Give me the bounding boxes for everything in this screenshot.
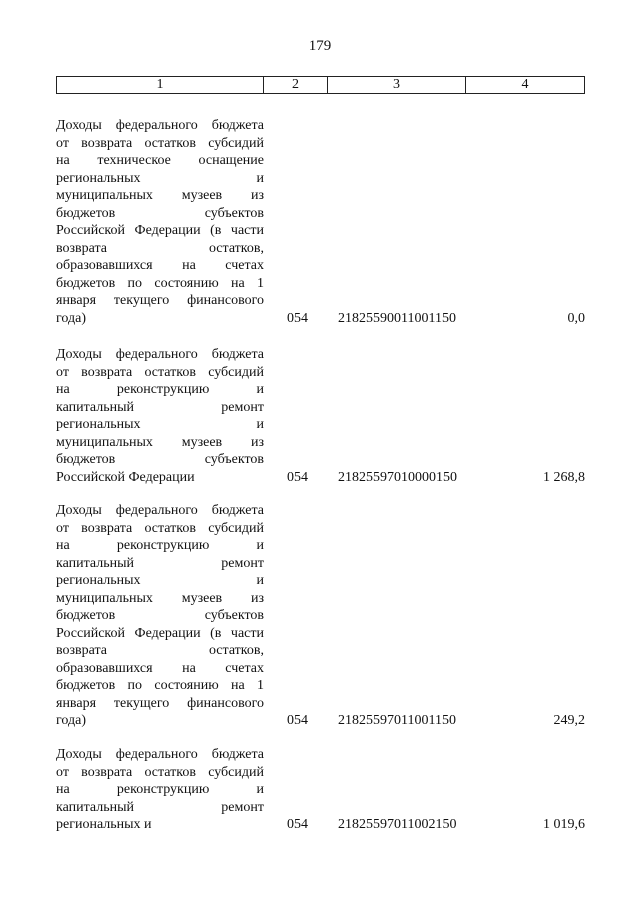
- budget-classification-code: 21825597011001150: [338, 713, 456, 728]
- table-row: [56, 346, 585, 486]
- description-line: Российской Федерации (в части: [56, 625, 264, 641]
- description-line: от возврата остатков субсидий: [56, 364, 264, 380]
- amount: 0,0: [567, 310, 585, 326]
- description-line: Доходы федерального бюджета: [56, 118, 264, 133]
- description-line: бюджетов по состоянию на 1: [56, 275, 264, 291]
- description-line: года): [56, 310, 86, 326]
- row-description: [56, 502, 264, 730]
- description-line: бюджетов субъектов: [56, 608, 264, 623]
- description-line: региональных и: [56, 170, 264, 186]
- description-line: января текущего финансового: [56, 293, 264, 308]
- description-line: бюджетов по состоянию на 1: [56, 678, 264, 693]
- table-row: [56, 746, 585, 834]
- description-line: Российской Федерации: [56, 469, 195, 485]
- description-line: от возврата остатков субсидий: [56, 520, 264, 536]
- description-line: региональных и: [56, 417, 264, 432]
- description-line: капитальный ремонт: [56, 799, 264, 815]
- row-description: [56, 746, 264, 834]
- budget-classification-code: 21825597011002150: [338, 817, 457, 832]
- description-line: муниципальных музеев из: [56, 590, 264, 606]
- budget-classification-code: 21825597010000150: [338, 469, 457, 485]
- table-header: [56, 76, 585, 94]
- budget-classification-code: 21825590011001150: [338, 310, 456, 326]
- description-line: капитальный ремонт: [56, 555, 264, 571]
- description-line: Доходы федерального бюджета: [56, 347, 264, 362]
- description-line: региональных и: [56, 573, 264, 588]
- amount: 249,2: [553, 713, 585, 728]
- description-line: образовавшихся на счетах: [56, 258, 264, 273]
- description-line: муниципальных музеев из: [56, 188, 264, 203]
- description-line: на реконструкцию и: [56, 538, 264, 553]
- description-line: возврата остатков,: [56, 643, 264, 658]
- row-description: [56, 117, 264, 327]
- header-col-4: 4: [521, 77, 529, 92]
- description-line: на техническое оснащение: [56, 153, 264, 168]
- description-line: на реконструкцию и: [56, 782, 264, 797]
- amount: 1 268,8: [543, 469, 585, 485]
- admin-code: 054: [287, 310, 308, 326]
- description-line: образовавшихся на счетах: [56, 660, 264, 676]
- description-line: капитальный ремонт: [56, 399, 264, 415]
- header-col-2: 2: [264, 77, 328, 93]
- description-line: муниципальных музеев из: [56, 434, 264, 450]
- admin-code: 054: [287, 469, 308, 485]
- row-description: [56, 346, 264, 486]
- header-col-3: 3: [328, 77, 466, 93]
- header-col-1: 1: [57, 77, 264, 93]
- description-line: Доходы федерального бюджета: [56, 503, 264, 518]
- table-row: [56, 117, 585, 327]
- description-line: Доходы федерального бюджета: [56, 747, 264, 762]
- table-row: [56, 502, 585, 730]
- description-line: на реконструкцию и: [56, 382, 264, 397]
- page-number: 179: [308, 38, 332, 54]
- description-line: региональных и: [56, 817, 152, 832]
- description-line: января текущего финансового: [56, 695, 264, 711]
- description-line: Российской Федерации (в части: [56, 223, 264, 238]
- description-line: от возврата остатков субсидий: [56, 135, 264, 151]
- description-line: от возврата остатков субсидий: [56, 764, 264, 780]
- description-line: бюджетов субъектов: [56, 205, 264, 221]
- admin-code: 054: [287, 817, 308, 832]
- description-line: возврата остатков,: [56, 240, 264, 256]
- description-line: бюджетов субъектов: [56, 452, 264, 467]
- description-line: года): [56, 713, 86, 728]
- amount: 1 019,6: [543, 817, 585, 832]
- admin-code: 054: [287, 713, 308, 728]
